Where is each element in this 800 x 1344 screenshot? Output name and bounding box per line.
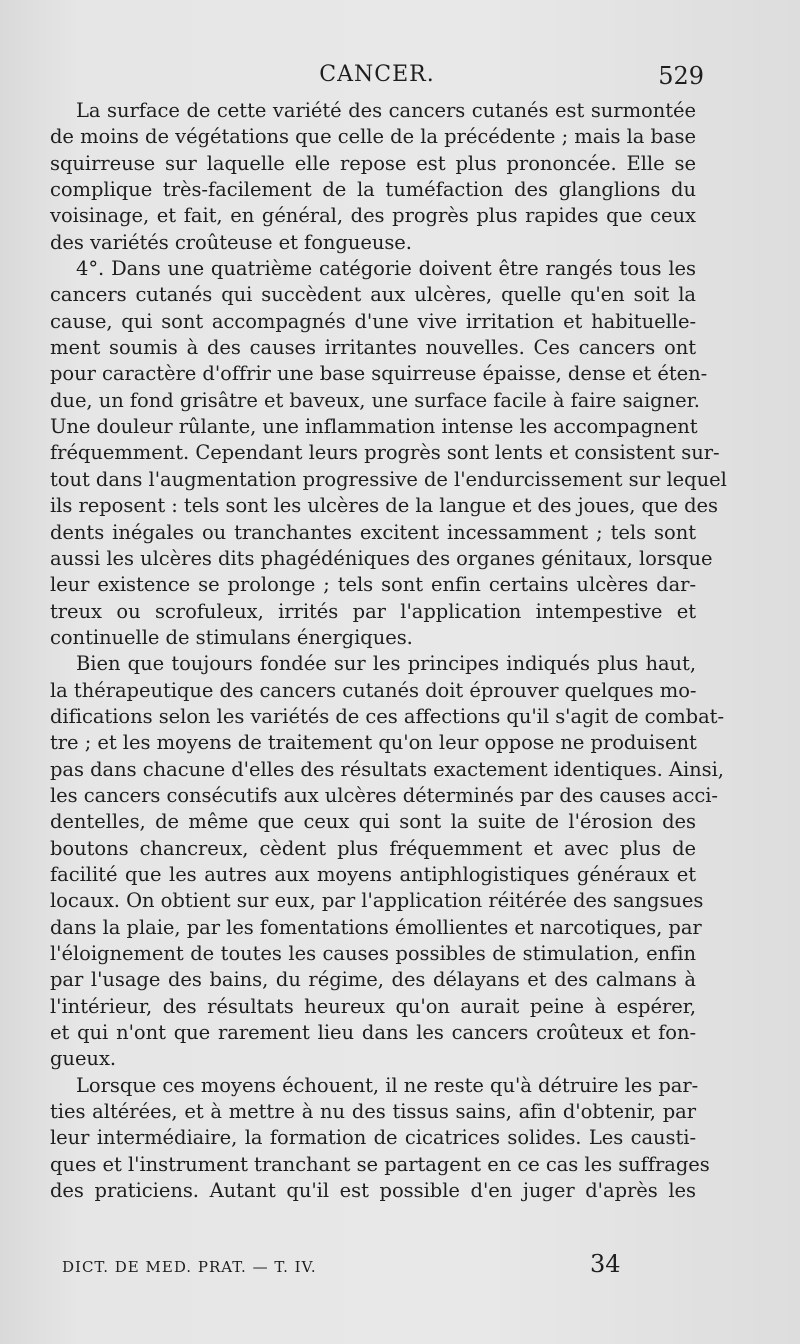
text-line: boutons chancreux, cèdent plus fréquemment et avec plus de — [50, 836, 696, 860]
text-line: ils reposent : tels sont les ulcères de la langue et des joues, que des — [50, 494, 718, 518]
text-line: treux ou scrofuleux, irrités par l'application intempestive et — [50, 599, 696, 623]
body-text — [50, 98, 727, 1204]
text-line: difications selon les variétés de ces affections qu'il s'agit de combat- — [50, 704, 724, 728]
text-line: pas dans chacune d'elles des résultats exactement identiques. Ainsi, — [50, 757, 724, 781]
page-footer — [62, 1250, 692, 1286]
text-line: ment soumis à des causes irritantes nouvelles. Ces cancers ont — [50, 336, 696, 360]
text-line: de moins de végétations que celle de la précédente ; mais la base — [50, 125, 696, 149]
text-line: Lorsque ces moyens échouent, il ne reste qu'à détruire les par- — [76, 1073, 699, 1097]
text-line: ques et l'instrument tranchant se partagent en ce cas les suffrages — [50, 1152, 710, 1176]
text-line: complique très-facilement de la tuméfaction des glanglions du — [50, 178, 696, 202]
text-line: Une douleur rûlante, une inflammation intense les accompagnent — [50, 415, 698, 439]
text-line: et qui n'ont que rarement lieu dans les cancers croûteux et fon- — [50, 1021, 696, 1045]
text-line: par l'usage des bains, du régime, des délayans et des calmans à — [50, 968, 696, 992]
text-line: 4°. Dans une quatrième catégorie doivent être rangés tous les — [76, 257, 696, 281]
text-line: continuelle de stimulans énergiques. — [50, 625, 413, 649]
text-line: leur existence se prolonge ; tels sont enfin certains ulcères dar- — [50, 573, 696, 597]
text-line: dans la plaie, par les fomentations émollientes et narcotiques, par — [50, 915, 702, 939]
text-line: l'intérieur, des résultats heureux qu'on aurait peine à espérer, — [50, 994, 696, 1018]
text-line: due, un fond grisâtre et baveux, une surface facile à faire saigner. — [50, 388, 700, 412]
text-line: fréquemment. Cependant leurs progrès sont lents et consistent sur- — [50, 441, 720, 465]
text-line: les cancers consécutifs aux ulcères déterminés par des causes acci- — [50, 783, 718, 807]
text-line: tre ; et les moyens de traitement qu'on leur oppose ne produisent — [50, 731, 697, 755]
sheet-number: 34 — [590, 1250, 621, 1278]
text-line: dents inégales ou tranchantes excitent incessamment ; tels sont — [50, 520, 696, 544]
text-line: des variétés croûteuse et fongueuse. — [50, 230, 412, 254]
text-line: leur intermédiaire, la formation de cicatrices solides. Les causti- — [50, 1126, 696, 1150]
text-line: voisinage, et fait, en général, des progrès plus rapides que ceux — [50, 204, 696, 228]
running-head: CANCER. — [319, 62, 435, 87]
text-line: squirreuse sur laquelle elle repose est plus prononcée. Elle se — [50, 151, 696, 175]
text-line: facilité que les autres aux moyens antiphlogistiques généraux et — [50, 862, 696, 886]
text-line: aussi les ulcères dits phagédéniques des organes génitaux, lorsque — [50, 546, 713, 570]
text-line: Bien que toujours fondée sur les principes indiqués plus haut, — [76, 652, 696, 676]
text-line: La surface de cette variété des cancers cutanés est surmontée — [76, 99, 696, 122]
page-number: 529 — [658, 62, 704, 90]
text-line: dentelles, de même que ceux qui sont la suite de l'érosion des — [50, 810, 696, 834]
text-line: cause, qui sont accompagnés d'une vive irritation et habituelle- — [50, 309, 696, 333]
text-line: tout dans l'augmentation progressive de l'endurcissement sur lequel — [50, 467, 727, 491]
text-line: l'éloignement de toutes les causes possibles de stimulation, enfin — [50, 942, 696, 965]
text-line: pour caractère d'offrir une base squirreuse épaisse, dense et éten- — [50, 362, 708, 386]
signature-mark: DICT. DE MED. PRAT. — T. IV. — [62, 1258, 317, 1276]
page-header — [48, 62, 706, 98]
text-line: des praticiens. Autant qu'il est possible d'en juger d'après les — [50, 1179, 696, 1203]
text-line: cancers cutanés qui succèdent aux ulcères, quelle qu'en soit la — [50, 283, 696, 307]
text-line: gueux. — [50, 1047, 117, 1071]
text-line: ties altérées, et à mettre à nu des tissus sains, afin d'obtenir, par — [50, 1100, 696, 1124]
text-line: locaux. On obtient sur eux, par l'application réitérée des sangsues — [50, 889, 704, 913]
text-line: la thérapeutique des cancers cutanés doit éprouver quelques mo- — [50, 678, 697, 702]
